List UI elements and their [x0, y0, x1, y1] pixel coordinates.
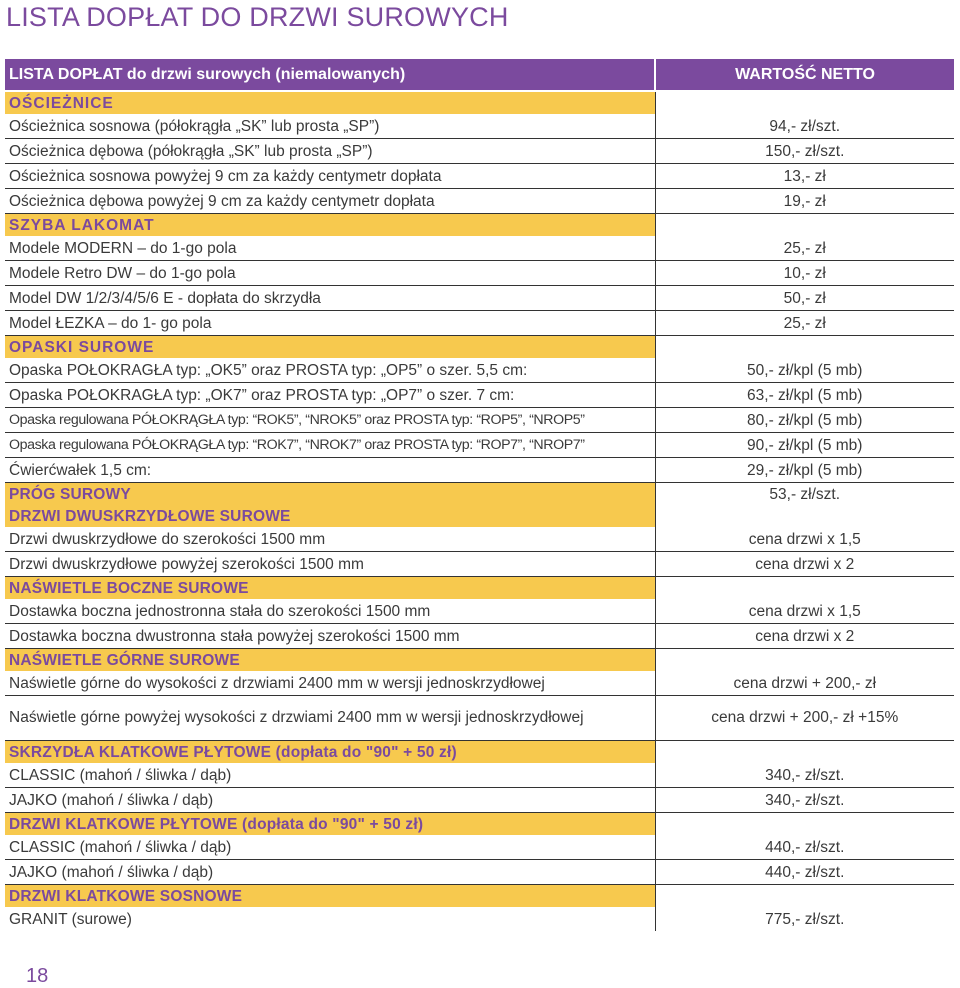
item-price: 53,- zł/szt.	[655, 483, 954, 506]
category-label: NAŚWIETLE GÓRNE SUROWE	[5, 649, 655, 672]
item-description: Dostawka boczna dwustronna stała powyżej szerokości 1500 mm	[5, 624, 655, 649]
item-description: Ościeżnica dębowa powyżej 9 cm za każdy centymetr dopłata	[5, 189, 655, 214]
item-description: CLASSIC (mahoń / śliwka / dąb)	[5, 763, 655, 788]
item-price: cena drzwi x 1,5	[655, 599, 954, 624]
table-row	[5, 261, 954, 286]
category-label: PRÓG SUROWY	[5, 483, 655, 506]
item-price: 150,- zł/szt.	[655, 139, 954, 164]
item-price: 29,- zł/kpl (5 mb)	[655, 458, 954, 483]
category-label: SKRZYDŁA KLATKOWE PŁYTOWE (dopłata do "90" + 50 zł)	[5, 741, 655, 764]
header-label: LISTA DOPŁAT do drzwi surowych (niemalowanych)	[5, 59, 655, 91]
item-price: 80,- zł/kpl (5 mb)	[655, 408, 954, 433]
table-row	[5, 358, 954, 383]
category-label: SZYBA LAKOMAT	[5, 214, 655, 237]
category-row	[5, 336, 954, 359]
table-row	[5, 383, 954, 408]
item-description: Ościeżnica dębowa (półokrągła „SK” lub prosta „SP”)	[5, 139, 655, 164]
item-description: Modele MODERN – do 1-go pola	[5, 236, 655, 261]
item-price	[655, 649, 954, 672]
item-price: 50,- zł/kpl (5 mb)	[655, 358, 954, 383]
category-row	[5, 483, 954, 506]
item-description: Naświetle górne do wysokości z drzwiami 2400 mm w wersji jednoskrzydłowej	[5, 671, 655, 696]
item-price: cena drzwi x 1,5	[655, 527, 954, 552]
item-description: Drzwi dwuskrzydłowe powyżej szerokości 1500 mm	[5, 552, 655, 577]
item-price: 340,- zł/szt.	[655, 763, 954, 788]
price-table-body	[5, 59, 954, 931]
item-price: 10,- zł	[655, 261, 954, 286]
table-row	[5, 788, 954, 813]
table-row	[5, 835, 954, 860]
item-price: 440,- zł/szt.	[655, 835, 954, 860]
item-price: 340,- zł/szt.	[655, 788, 954, 813]
item-description: Opaska regulowana PÓŁOKRĄGŁA typ: “ROK7”, “NROK7” oraz PROSTA typ: “ROP7”, “NROP7”	[5, 433, 655, 458]
item-price	[655, 813, 954, 836]
item-price: 90,- zł/kpl (5 mb)	[655, 433, 954, 458]
item-description: CLASSIC (mahoń / śliwka / dąb)	[5, 835, 655, 860]
table-row	[5, 311, 954, 336]
item-price: cena drzwi + 200,- zł +15%	[655, 696, 954, 741]
item-description: Model DW 1/2/3/4/5/6 E - dopłata do skrzydła	[5, 286, 655, 311]
category-row	[5, 741, 954, 764]
item-price: 440,- zł/szt.	[655, 860, 954, 885]
item-price	[655, 91, 954, 114]
item-price: 19,- zł	[655, 189, 954, 214]
category-row	[5, 91, 954, 114]
item-description: Opaska POŁOKRAGŁA typ: „OK5” oraz PROSTA typ: „OP5” o szer. 5,5 cm:	[5, 358, 655, 383]
item-price	[655, 214, 954, 237]
item-description: Opaska POŁOKRAGŁA typ: „OK7” oraz PROSTA typ: „OP7” o szer. 7 cm:	[5, 383, 655, 408]
table-row	[5, 527, 954, 552]
item-description: Dostawka boczna jednostronna stała do szerokości 1500 mm	[5, 599, 655, 624]
item-description: GRANIT (surowe)	[9, 910, 132, 928]
item-price: 94,- zł/szt.	[655, 114, 954, 139]
table-row	[5, 164, 954, 189]
item-description: Ćwierćwałek 1,5 cm:	[5, 458, 655, 483]
header-value-label: WARTOŚĆ NETTO	[655, 59, 954, 91]
item-price: 25,- zł	[655, 236, 954, 261]
item-price	[655, 741, 954, 764]
table-row	[5, 458, 954, 483]
table-row	[5, 860, 954, 885]
category-row	[5, 577, 954, 600]
item-description: Modele Retro DW – do 1-go pola	[5, 261, 655, 286]
category-row	[5, 885, 954, 908]
category-row	[5, 214, 954, 237]
category-label: DRZWI DWUSKRZYDŁOWE SUROWE	[5, 505, 655, 527]
item-price	[655, 336, 954, 359]
item-price: 13,- zł	[655, 164, 954, 189]
item-price: 25,- zł	[655, 311, 954, 336]
table-row	[5, 408, 954, 433]
item-price: 775,- zł/szt.	[655, 907, 954, 931]
price-table	[5, 59, 954, 931]
item-description: Model ŁEZKA – do 1- go pola	[5, 311, 655, 336]
item-description: Opaska regulowana PÓŁOKRĄGŁA typ: “ROK5”, “NROK5” oraz PROSTA typ: “ROP5”, “NROP5”	[5, 408, 655, 433]
category-label: OPASKI SUROWE	[5, 336, 655, 359]
item-description: Drzwi dwuskrzydłowe do szerokości 1500 mm	[5, 527, 655, 552]
category-label: DRZWI KLATKOWE PŁYTOWE (dopłata do "90" + 50 zł)	[5, 813, 655, 836]
item-price	[655, 577, 954, 600]
table-row	[5, 907, 954, 931]
item-price	[655, 505, 954, 527]
item-price: cena drzwi + 200,- zł	[655, 671, 954, 696]
category-label: OŚCIEŻNICE	[5, 91, 655, 114]
table-row	[5, 671, 954, 696]
item-price: 63,- zł/kpl (5 mb)	[655, 383, 954, 408]
item-description: Ościeżnica sosnowa powyżej 9 cm za każdy centymetr dopłata	[5, 164, 655, 189]
table-row	[5, 139, 954, 164]
table-row	[5, 552, 954, 577]
category-row	[5, 505, 954, 527]
table-row	[5, 433, 954, 458]
table-row	[5, 763, 954, 788]
table-row	[5, 624, 954, 649]
item-description: JAJKO (mahoń / śliwka / dąb)	[5, 788, 655, 813]
table-header-row	[5, 59, 954, 91]
table-row	[5, 114, 954, 139]
page-number: 18	[26, 965, 49, 987]
item-price: cena drzwi x 2	[655, 552, 954, 577]
page-title: LISTA DOPŁAT DO DRZWI SUROWYCH	[6, 2, 509, 32]
table-row	[5, 236, 954, 261]
item-price	[655, 885, 954, 908]
item-price: 50,- zł	[655, 286, 954, 311]
table-row	[5, 696, 954, 741]
category-label: DRZWI KLATKOWE SOSNOWE	[5, 885, 655, 908]
table-row	[5, 189, 954, 214]
item-price: cena drzwi x 2	[655, 624, 954, 649]
category-label: NAŚWIETLE BOCZNE SUROWE	[5, 577, 655, 600]
category-row	[5, 649, 954, 672]
item-description: JAJKO (mahoń / śliwka / dąb)	[5, 860, 655, 885]
item-description: Ościeżnica sosnowa (półokrągła „SK” lub prosta „SP”)	[5, 114, 655, 139]
table-row	[5, 599, 954, 624]
item-description: Naświetle górne powyżej wysokości z drzwiami 2400 mm w wersji jednoskrzydłowej	[5, 696, 655, 741]
category-row	[5, 813, 954, 836]
table-row	[5, 286, 954, 311]
